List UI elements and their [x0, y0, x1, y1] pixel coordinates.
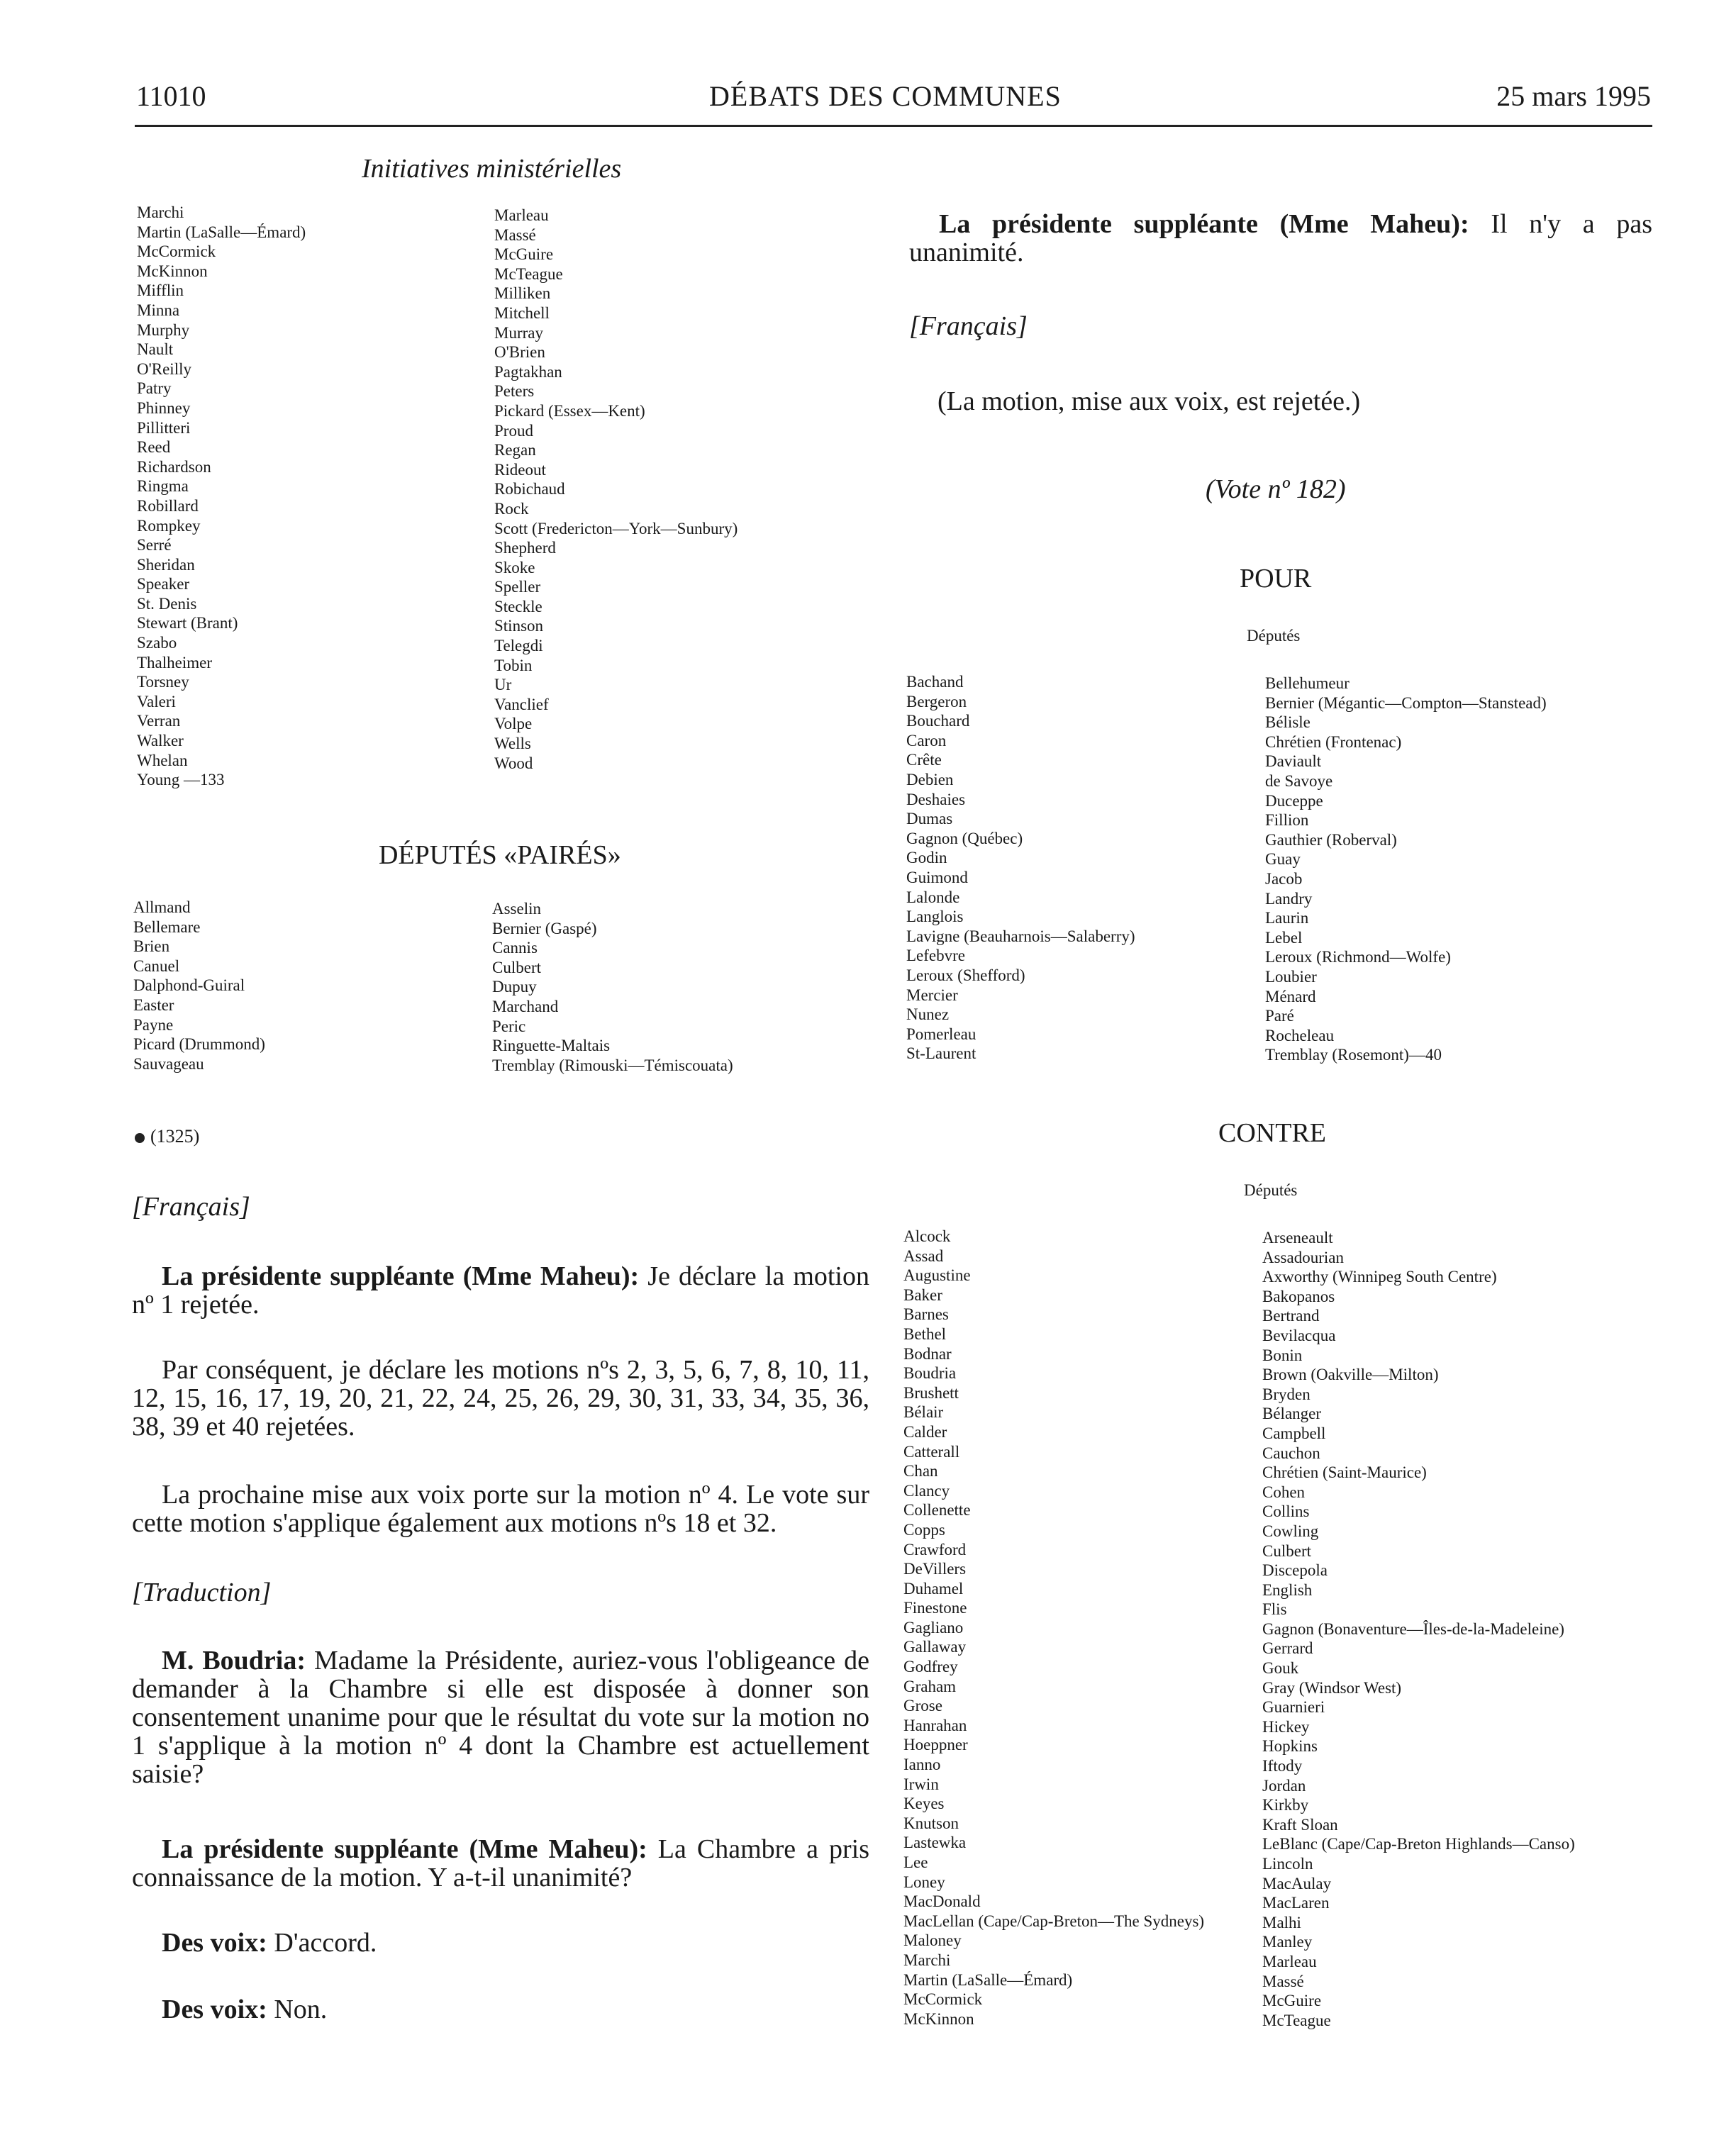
list-item: Dupuy [492, 978, 537, 996]
speaker: M. Boudria: [162, 1646, 306, 1675]
list-item: Calder [903, 1422, 947, 1441]
list-item: Rompkey [137, 516, 201, 535]
list-item: Bryden [1262, 1385, 1311, 1403]
list-item: McTeague [494, 264, 563, 283]
contre-heading: CONTRE [1218, 1118, 1326, 1148]
list-item: Nault [137, 340, 174, 359]
list-item: Stinson [494, 617, 544, 635]
list-item: Ur [494, 676, 512, 694]
list-item: Bodnar [903, 1344, 952, 1363]
list-item: DeVillers [903, 1560, 967, 1578]
list-item: Gray (Windsor West) [1262, 1678, 1402, 1697]
list-item: de Savoye [1265, 771, 1333, 790]
list-item: Assadourian [1262, 1248, 1344, 1266]
list-item: Cauchon [1262, 1444, 1320, 1462]
list-item: English [1262, 1580, 1313, 1599]
list-item: Stewart (Brant) [137, 614, 238, 632]
list-item: Szabo [137, 634, 177, 652]
names-list-left [137, 203, 306, 790]
section-title: Initiatives ministérielles [362, 154, 622, 184]
list-item: Tobin [494, 656, 533, 674]
list-item: Graham [903, 1677, 957, 1695]
paragraph-3: La prochaine mise aux voix porte sur la motion nº 4. Le vote sur cette motion s'applique également aux motions nºs 18 et 32. [132, 1480, 869, 1538]
vote-label: (Vote nº 182) [1206, 474, 1346, 504]
list-item: Lee [903, 1853, 928, 1871]
list-item: McCormick [903, 1990, 983, 2009]
page-date: 25 mars 1995 [1496, 80, 1651, 112]
list-item: Marchand [492, 997, 559, 1015]
list-item: Finestone [903, 1599, 967, 1617]
list-item: Irwin [903, 1775, 939, 1793]
list-item: Boudria [903, 1364, 957, 1383]
list-item: Mitchell [494, 303, 550, 322]
list-item: Ménard [1265, 987, 1316, 1005]
list-item: Lastewka [903, 1834, 967, 1852]
list-item: MacLaren [1262, 1894, 1330, 1912]
list-item: Ringma [137, 477, 189, 496]
list-item: Guimond [906, 868, 968, 886]
list-item: Axworthy (Winnipeg South Centre) [1262, 1268, 1497, 1286]
list-item: Loney [903, 1873, 945, 1891]
list-item: Rideout [494, 460, 546, 479]
list-item: Caron [906, 731, 947, 749]
paragraph-7 [162, 1995, 327, 2024]
list-item: Hoeppner [903, 1736, 968, 1754]
list-item: Ringuette-Maltais [492, 1037, 611, 1055]
list-item: Chrétien (Saint-Maurice) [1262, 1463, 1427, 1482]
list-item: Campbell [1262, 1424, 1326, 1442]
list-item: Knutson [903, 1814, 959, 1832]
list-item: Jordan [1262, 1776, 1306, 1795]
list-item: Barnes [903, 1305, 949, 1324]
list-item: Duceppe [1265, 791, 1323, 810]
list-item: Jacob [1265, 869, 1303, 888]
list-item: Speller [494, 578, 541, 596]
list-item: Canuel [133, 957, 180, 975]
list-item: Keyes [903, 1795, 945, 1813]
list-item: Iftody [1262, 1757, 1303, 1775]
list-item: Bakopanos [1262, 1287, 1335, 1305]
list-item: Pomerleau [906, 1025, 976, 1043]
list-item: Peric [492, 1017, 526, 1035]
list-item: Kirkby [1262, 1796, 1309, 1814]
list-item: Augustine [903, 1266, 971, 1285]
list-item: Bonin [1262, 1346, 1303, 1364]
list-item: Verran [137, 712, 181, 730]
list-item: Peters [494, 382, 535, 401]
list-item: Vanclief [494, 695, 549, 713]
list-item: Bethel [903, 1325, 947, 1343]
list-item: MacAulay [1262, 1874, 1332, 1892]
list-item: Whelan [137, 751, 188, 769]
right-language-marker: [Français] [909, 311, 1028, 341]
list-item: Bevilacqua [1262, 1326, 1336, 1344]
list-item: Chan [903, 1462, 938, 1480]
list-item: Assad [903, 1247, 944, 1265]
paragraph-text: Non. [274, 1995, 328, 2024]
list-item: Culbert [1262, 1541, 1311, 1560]
list-item: Daviault [1265, 752, 1322, 771]
list-item: Martin (LaSalle—Émard) [903, 1970, 1073, 1989]
list-item: Langlois [906, 908, 964, 926]
list-item: Gouk [1262, 1659, 1299, 1678]
list-item: Kraft Sloan [1262, 1815, 1338, 1834]
list-item: Brushett [903, 1383, 959, 1402]
contre-list-left [903, 1227, 1204, 2029]
list-item: Cowling [1262, 1522, 1319, 1540]
list-item: Young —133 [137, 771, 225, 789]
list-item: MacLellan (Cape/Cap-Breton—The Sydneys) [903, 1912, 1205, 1930]
list-item: Gallaway [903, 1638, 967, 1656]
list-item: Bouchard [906, 712, 970, 730]
list-item: Murphy [137, 320, 190, 339]
list-item: Bélanger [1262, 1405, 1322, 1423]
list-item: Valeri [137, 692, 176, 710]
list-item: Rocheleau [1265, 1026, 1335, 1044]
list-item: Phinney [137, 398, 191, 417]
list-item: Bélair [903, 1403, 944, 1422]
list-item: Sauvageau [133, 1054, 204, 1073]
list-item: Lalonde [906, 888, 960, 906]
motion-result: (La motion, mise aux voix, est rejetée.) [937, 386, 1361, 416]
paragraph-5 [132, 1835, 869, 1892]
list-item: Ianno [903, 1756, 941, 1774]
list-item: Manley [1262, 1933, 1313, 1951]
list-item: Picard (Drummond) [133, 1035, 265, 1054]
time-marker-text: (1325) [150, 1126, 200, 1147]
list-item: Sheridan [137, 555, 195, 574]
contre-list-right [1262, 1228, 1575, 2030]
right-paragraph-1 [909, 210, 1652, 267]
list-item: Pagtakhan [494, 362, 562, 381]
paired-list-right [492, 899, 733, 1075]
list-item: Murray [494, 323, 543, 342]
list-item: Steckle [494, 597, 542, 615]
list-item: Wood [494, 754, 533, 772]
list-item: Bernier (Gaspé) [492, 919, 597, 937]
list-item: St-Laurent [906, 1044, 976, 1063]
list-item: Skoke [494, 558, 535, 576]
list-item: Gauthier (Roberval) [1265, 830, 1397, 849]
list-item: Crête [906, 751, 942, 769]
paragraph-4 [132, 1646, 869, 1788]
list-item: Collins [1262, 1502, 1310, 1521]
list-item: Leroux (Shefford) [906, 966, 1025, 984]
list-item: Robichaud [494, 480, 565, 498]
list-item: Marchi [137, 203, 184, 221]
list-item: Bergeron [906, 692, 967, 710]
list-item: Marleau [1262, 1952, 1317, 1970]
list-item: McGuire [1262, 1992, 1322, 2010]
list-item: MacDonald [903, 1892, 981, 1911]
list-item: Discepola [1262, 1561, 1328, 1580]
list-item: Payne [133, 1015, 174, 1034]
list-item: Grose [903, 1697, 942, 1715]
list-item: Dumas [906, 810, 953, 828]
list-item: Richardson [137, 457, 211, 476]
list-item: Guay [1265, 850, 1301, 869]
list-item: Collenette [903, 1501, 971, 1519]
list-item: Loubier [1265, 967, 1317, 986]
list-item: Paré [1265, 1007, 1294, 1025]
names-list-right [494, 206, 738, 773]
list-item: Serré [137, 536, 172, 554]
list-item: Lefebvre [906, 947, 965, 965]
list-item: Proud [494, 421, 533, 440]
list-item: Pillitteri [137, 418, 191, 437]
list-item: O'Reilly [137, 359, 191, 378]
list-item: Milliken [494, 284, 551, 303]
list-item: Bernier (Mégantic—Compton—Stanstead) [1265, 693, 1547, 712]
list-item: Brown (Oakville—Milton) [1262, 1366, 1439, 1384]
list-item: Fillion [1265, 811, 1309, 830]
list-item: Gerrard [1262, 1639, 1313, 1658]
list-item: McGuire [494, 245, 554, 264]
pour-heading: POUR [1240, 564, 1312, 593]
list-item: Bellemare [133, 918, 201, 936]
list-item: Thalheimer [137, 653, 213, 671]
list-item: Hickey [1262, 1717, 1310, 1736]
list-item: Shepherd [494, 539, 556, 557]
time-marker [135, 1126, 199, 1147]
list-item: Mifflin [137, 281, 184, 300]
speaker: Des voix: [162, 1928, 267, 1958]
pour-list-left [906, 672, 1135, 1064]
list-item: McKinnon [137, 262, 208, 280]
list-item: Gagnon (Québec) [906, 829, 1023, 847]
list-item: Godfrey [903, 1658, 958, 1676]
list-item: Hopkins [1262, 1737, 1318, 1756]
list-item: Brien [133, 937, 170, 956]
list-item: McTeague [1262, 2011, 1331, 2029]
list-item: Dalphond-Guiral [133, 976, 245, 995]
list-item: Massé [494, 225, 536, 244]
list-item: Lavigne (Beauharnois—Salaberry) [906, 927, 1135, 945]
list-item: Patry [137, 379, 172, 398]
paragraph-1 [132, 1262, 869, 1319]
speaker: La présidente suppléante (Mme Maheu): [162, 1834, 647, 1864]
list-item: Regan [494, 441, 536, 459]
list-item: Duhamel [903, 1579, 964, 1597]
list-item: Mercier [906, 986, 958, 1004]
list-item: Martin (LaSalle—Émard) [137, 223, 306, 241]
header-rule [135, 125, 1652, 127]
list-item: Asselin [492, 900, 541, 918]
list-item: LeBlanc (Cape/Cap-Breton Highlands—Canso) [1262, 1835, 1575, 1853]
list-item: Flis [1262, 1600, 1287, 1619]
list-item: Scott (Fredericton—York—Sunbury) [494, 519, 738, 537]
paragraph-text: Je déclare la motion nº 1 rejetée. [132, 1261, 869, 1320]
list-item: Guarnieri [1262, 1698, 1325, 1717]
page-number: 11010 [136, 80, 206, 112]
speaker: La présidente suppléante (Mme Maheu): [939, 209, 1469, 239]
list-item: Robillard [137, 496, 199, 515]
list-item: Landry [1265, 889, 1313, 908]
list-item: Arseneault [1262, 1229, 1333, 1247]
list-item: Bellehumeur [1265, 674, 1350, 692]
list-item: Walker [137, 732, 184, 750]
list-item: McKinnon [903, 2009, 974, 2028]
paragraph-text: La Chambre a pris connaissance de la motion. Y a-t-il unanimité? [132, 1834, 870, 1892]
list-item: Bélisle [1265, 713, 1311, 732]
list-item: Marleau [494, 206, 549, 224]
pour-list-right [1265, 674, 1547, 1065]
list-item: St. Denis [137, 594, 197, 613]
paragraph-text: Il n'y a pas unanimité. [909, 209, 1652, 267]
list-item: Gagnon (Bonaventure—Îles-de-la-Madeleine) [1262, 1619, 1564, 1638]
list-item: Easter [133, 996, 174, 1014]
list-item: Pickard (Essex—Kent) [494, 401, 645, 420]
paired-list-left [133, 898, 265, 1074]
list-item: Copps [903, 1520, 945, 1539]
list-item: Godin [906, 849, 947, 867]
list-item: Minna [137, 301, 180, 319]
list-item: Clancy [903, 1481, 950, 1500]
list-item: Debien [906, 770, 954, 788]
list-item: Reed [137, 438, 171, 457]
list-item: Crawford [903, 1540, 967, 1558]
list-item: Gagliano [903, 1618, 964, 1636]
list-item: Laurin [1265, 909, 1309, 927]
list-item: Allmand [133, 898, 191, 916]
list-item: Volpe [494, 715, 533, 733]
list-item: Marchi [903, 1951, 951, 1969]
list-item: McCormick [137, 242, 216, 261]
list-item: Bertrand [1262, 1307, 1320, 1325]
speaker: La présidente suppléante (Mme Maheu): [162, 1261, 640, 1291]
pour-subheading: Députés [1247, 627, 1301, 645]
list-item: Cohen [1262, 1483, 1306, 1501]
speaker: Des voix: [162, 1995, 267, 2024]
language-marker-2: [Traduction] [132, 1578, 272, 1607]
paragraph-text: Madame la Présidente, auriez-vous l'obligeance de demander à la Chambre si elle est disposée à donner son consentement unanime pour que le résultat du vote sur la motion no 1 s'applique à la motion nº 4 dont la Chambre est actuellement saisie? [132, 1646, 869, 1789]
list-item: Telegdi [494, 637, 543, 655]
list-item: Hanrahan [903, 1716, 967, 1734]
list-item: Lebel [1265, 928, 1303, 947]
list-item: Rock [494, 499, 529, 518]
list-item: Maloney [903, 1931, 962, 1950]
list-item: Wells [494, 735, 531, 753]
list-item: Chrétien (Frontenac) [1265, 732, 1402, 751]
paragraph-6 [162, 1929, 377, 1957]
list-item: Cannis [492, 939, 538, 957]
list-item: Leroux (Richmond—Wolfe) [1265, 948, 1451, 966]
list-item: Tremblay (Rimouski—Témiscouata) [492, 1056, 733, 1074]
list-item: Bachand [906, 673, 964, 691]
list-item: Speaker [137, 575, 190, 593]
list-item: Massé [1262, 1972, 1304, 1990]
language-marker: [Français] [132, 1192, 250, 1222]
paired-heading: DÉPUTÉS «PAIRÉS» [379, 840, 621, 870]
page-title: DÉBATS DES COMMUNES [709, 80, 1062, 112]
list-item: Tremblay (Rosemont)—40 [1265, 1046, 1442, 1064]
list-item: Deshaies [906, 790, 966, 808]
list-item: Catterall [903, 1442, 960, 1461]
list-item: Malhi [1262, 1913, 1301, 1931]
list-item: Baker [903, 1286, 942, 1304]
list-item: Culbert [492, 958, 541, 976]
paragraph-text: D'accord. [274, 1928, 377, 1958]
contre-subheading: Députés [1244, 1181, 1298, 1199]
paragraph-2: Par conséquent, je déclare les motions nºs 2, 3, 5, 6, 7, 8, 10, 11, 12, 15, 16, 17, 19, 20, 21, 22, 24, 25, 26, 29, 30, 31, 33, 34, 35, 36, 38, 39 et 40 rejetées. [132, 1355, 869, 1441]
list-item: Torsney [137, 673, 189, 691]
list-item: Nunez [906, 1005, 950, 1024]
list-item: Lincoln [1262, 1855, 1313, 1873]
list-item: Alcock [903, 1227, 951, 1245]
list-item: O'Brien [494, 343, 545, 362]
bullet-icon [135, 1133, 145, 1143]
